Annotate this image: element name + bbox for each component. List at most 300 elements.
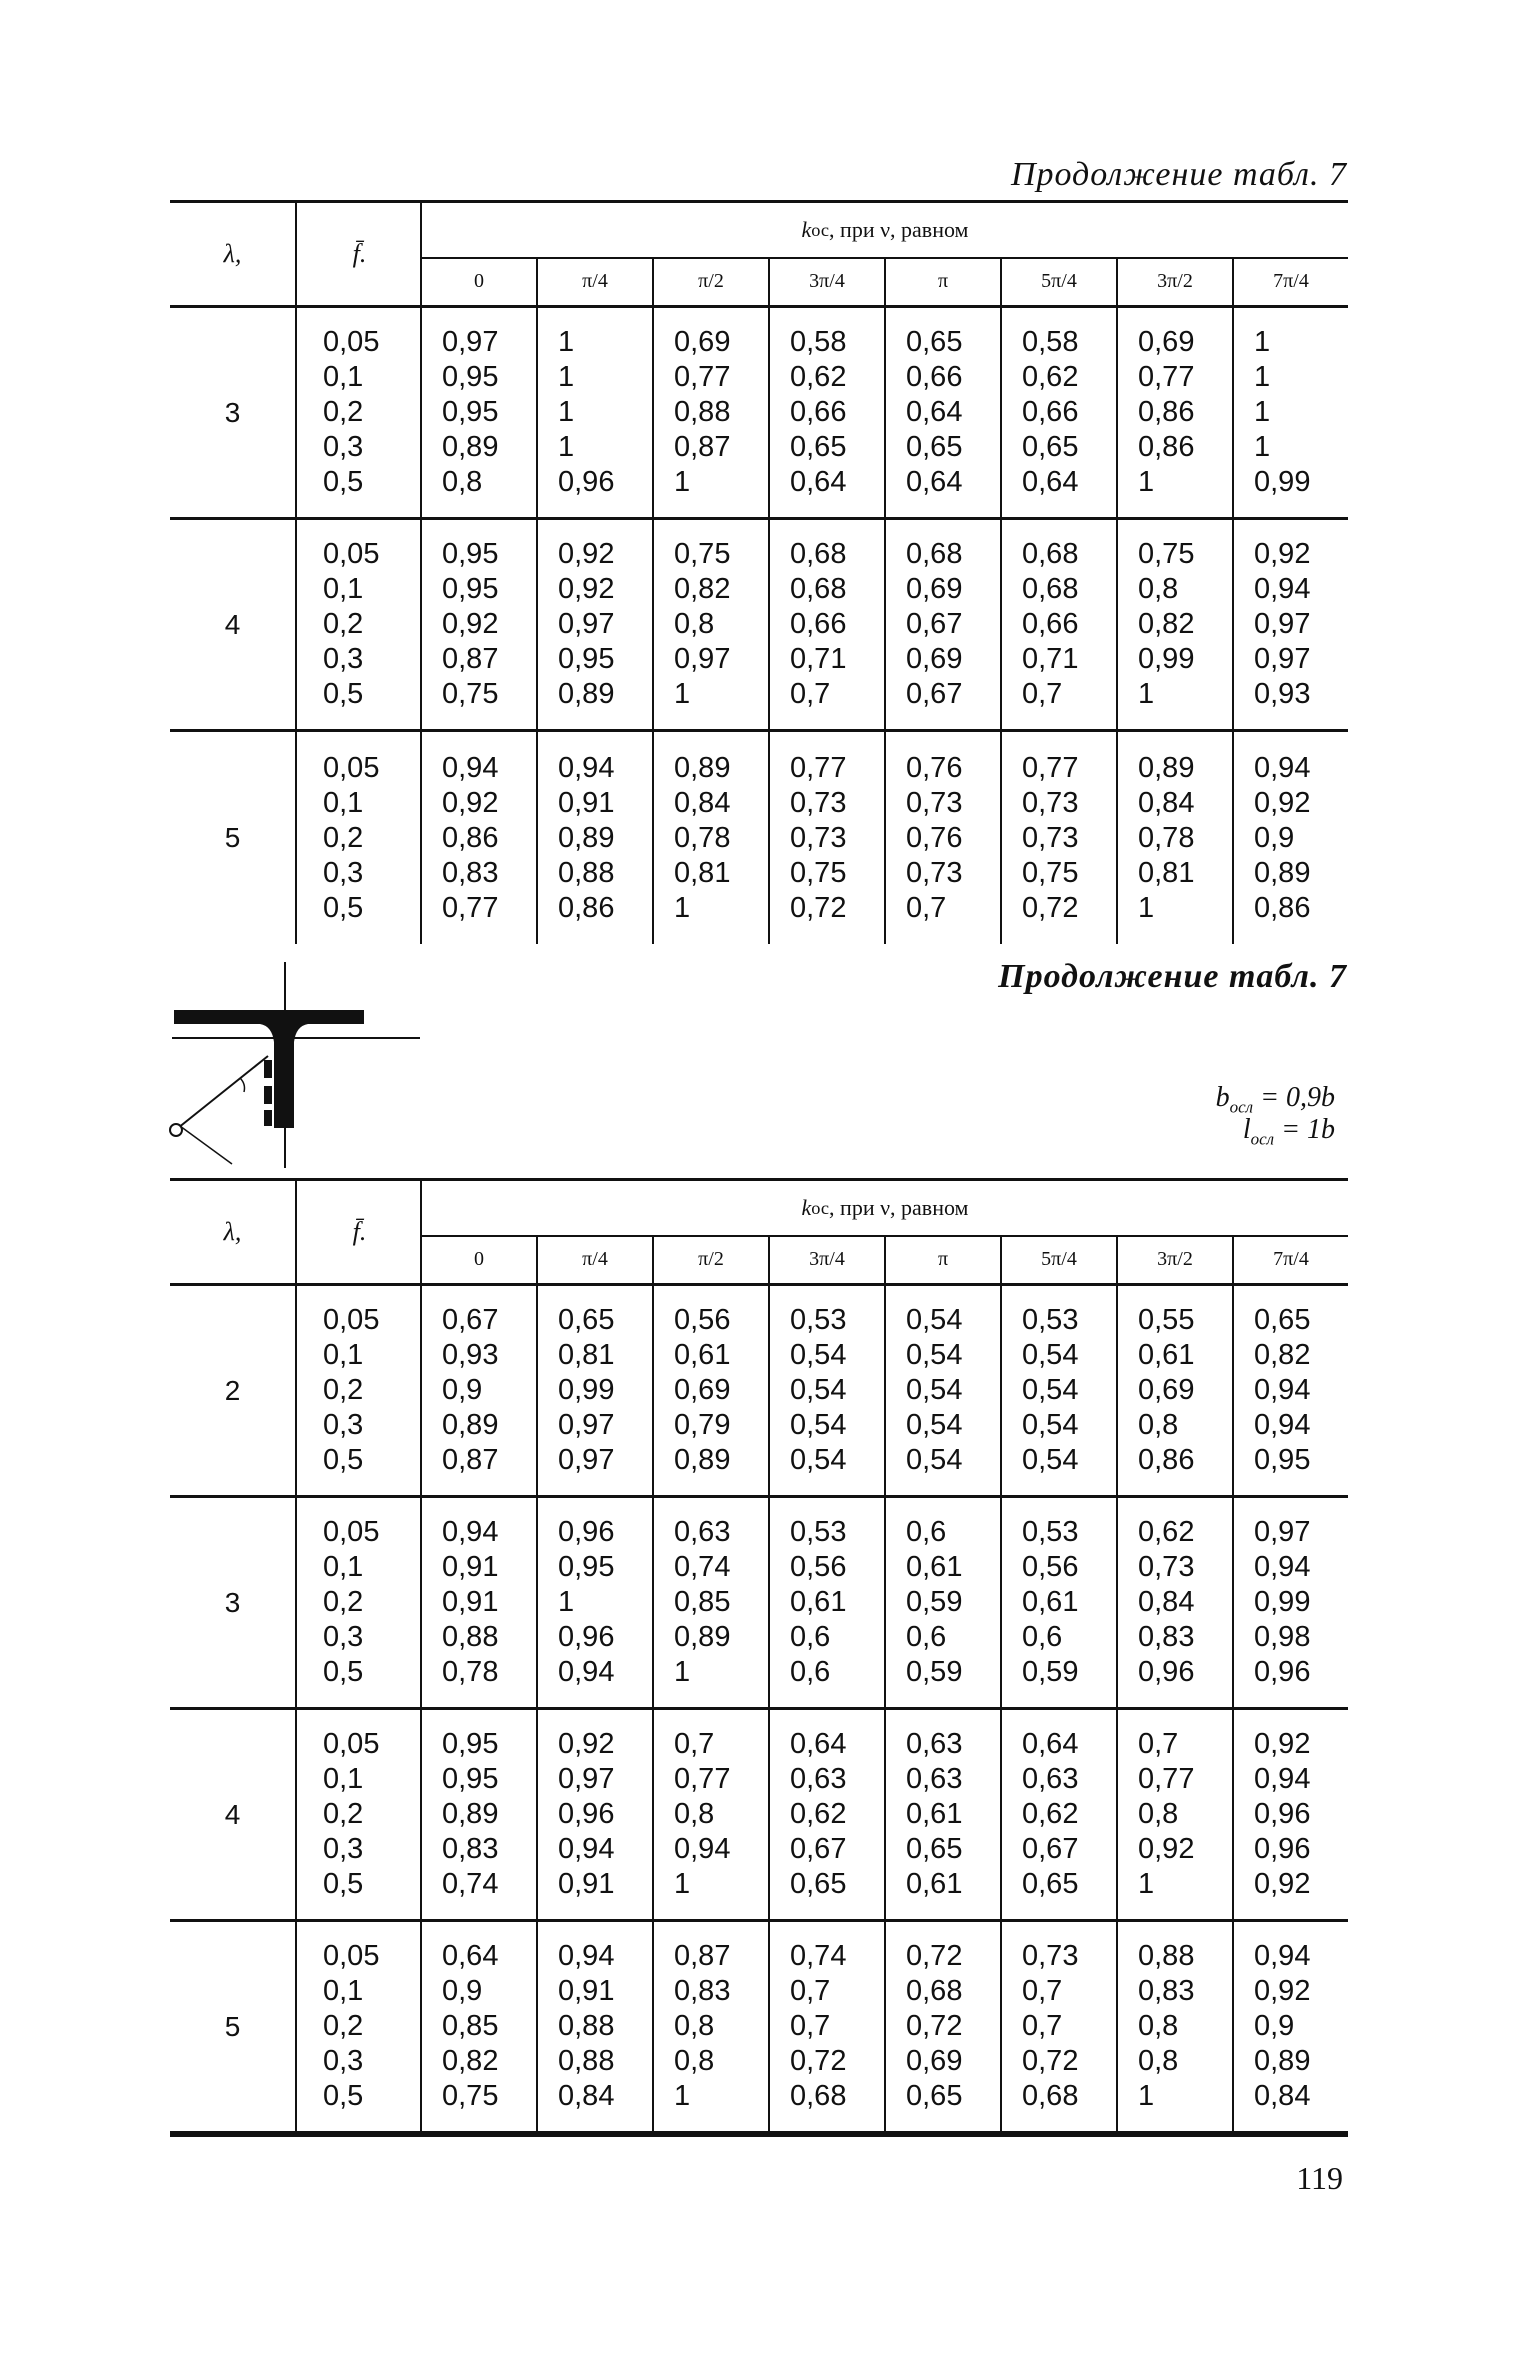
table-caption-continued-2: Продолжение табл. 7 [998,958,1347,995]
k-cell: 1 [674,891,691,924]
header-angle-col: 7π/4 [1232,257,1348,305]
k-cell: 1 [1254,431,1271,463]
k-column [420,1922,536,2131]
k-cell: 0,65 [906,1833,963,1865]
table-header [170,200,1348,308]
weakened-section-diagram [160,960,440,1170]
k-cell: 0,95 [442,538,499,570]
data-table-1 [170,200,1348,944]
formula-l-sub: осл [1250,1129,1275,1149]
k-cell: 0,68 [1022,2080,1079,2112]
k-cell: 0,89 [674,1444,731,1476]
k-cell: 0,9 [1254,821,1295,854]
k-cell: 0,91 [558,786,615,819]
lambda-block [170,1286,1348,1498]
k-cell: 0,94 [1254,1940,1311,1972]
k-cell: 0,68 [790,2080,847,2112]
k-column [1000,308,1116,517]
f-cell: 0,1 [323,573,364,605]
k-cell: 0,94 [1254,1551,1311,1583]
k-column [652,1498,768,1707]
k-cell: 0,7 [1138,1728,1179,1760]
k-cell: 0,83 [1138,1621,1195,1653]
k-cell: 0,92 [1254,1975,1311,2007]
bolt-hole-left-3 [264,1110,272,1126]
k-cell: 0,84 [1254,2080,1311,2112]
k-cell: 0,7 [1022,1975,1063,2007]
k-cell: 0,97 [1254,1516,1311,1548]
k-column [536,1922,652,2131]
k-cell: 0,73 [790,786,847,819]
k-cell: 0,96 [558,466,615,498]
lambda-value: 2 [224,1374,241,1406]
k-cell: 0,8 [674,1798,715,1830]
k-cell: 0,89 [1254,2045,1311,2077]
k-cell: 0,65 [558,1304,615,1336]
k-column [420,308,536,517]
k-cell: 0,73 [906,786,963,819]
k-cell: 0,61 [674,1339,731,1371]
k-cell: 0,64 [1022,1728,1079,1760]
table-header [170,1178,1348,1286]
k-cell: 0,75 [1022,856,1079,889]
f-cell: 0,1 [323,1339,364,1371]
k-cell: 0,92 [1254,1728,1311,1760]
k-cell: 0,92 [1138,1833,1195,1865]
k-cell: 0,63 [906,1763,963,1795]
lambda-value: 5 [224,822,241,853]
k-cell: 0,66 [906,361,963,393]
k-cell: 0,92 [558,538,615,570]
lambda-block [170,1710,1348,1922]
k-cell: 0,54 [790,1444,847,1476]
k-cell: 0,89 [1254,856,1311,889]
k-cell: 0,8 [1138,573,1179,605]
f-cell: 0,3 [323,1409,364,1441]
k-cell: 0,8 [674,2045,715,2077]
k-cell: 0,95 [442,573,499,605]
k-cell: 0,83 [1138,1975,1195,2007]
header-lambda: λ, [223,239,242,268]
k-column [884,1710,1000,1919]
k-cell: 0,89 [442,431,499,463]
formula-l-rhs: = 1b [1281,1114,1335,1145]
k-cell: 0,87 [674,431,731,463]
k-cell: 0,86 [442,821,499,854]
k-cell: 0,54 [906,1444,963,1476]
k-cell: 0,81 [1138,856,1195,889]
k-cell: 0,61 [906,1798,963,1830]
lambda-block [170,308,1348,520]
k-cell: 0,69 [1138,326,1195,358]
k-cell: 0,95 [442,361,499,393]
k-cell: 0,67 [906,608,963,640]
k-cell: 0,54 [1022,1444,1079,1476]
f-cell: 0,2 [323,821,364,854]
k-cell: 0,84 [1138,1586,1195,1618]
k-cell: 0,73 [1022,1940,1079,1972]
k-cell: 0,9 [1254,2010,1295,2042]
k-cell: 0,94 [674,1833,731,1865]
k-cell: 0,71 [790,643,847,675]
data-table-2 [170,1178,1348,2137]
f-column [295,520,420,729]
k-cell: 0,54 [1022,1374,1079,1406]
k-cell: 0,84 [674,786,731,819]
k-column [768,1286,884,1495]
k-cell: 0,53 [1022,1304,1079,1336]
k-cell: 0,72 [906,1940,963,1972]
formula-b-weakened [1216,1082,1335,1118]
k-cell: 0,92 [442,786,499,819]
header-angle-col: 5π/4 [1000,1235,1116,1283]
k-column [1116,1286,1232,1495]
header-k-symbol: k [801,1195,812,1220]
k-cell: 0,62 [1138,1516,1195,1548]
k-cell: 0,56 [790,1551,847,1583]
k-cell: 0,89 [558,821,615,854]
k-cell: 1 [674,678,691,710]
k-column [884,732,1000,944]
angle-arc [240,1078,245,1092]
header-f: f̄. [295,1181,422,1283]
k-cell: 0,54 [790,1374,847,1406]
k-column [1000,1498,1116,1707]
k-cell: 0,92 [558,573,615,605]
bolt-hole-left-1 [264,1060,272,1078]
k-column [652,520,768,729]
k-cell: 0,64 [1022,466,1079,498]
k-cell: 0,54 [906,1409,963,1441]
k-cell: 0,85 [674,1586,731,1618]
k-cell: 0,65 [1022,431,1079,463]
k-cell: 0,87 [442,643,499,675]
k-cell: 0,63 [674,1516,731,1548]
k-cell: 0,68 [1022,573,1079,605]
lambda-value: 4 [224,608,241,640]
k-cell: 0,93 [442,1339,499,1371]
k-cell: 0,94 [1254,1763,1311,1795]
k-cell: 1 [674,466,691,498]
k-cell: 0,77 [1138,1763,1195,1795]
k-cell: 0,91 [442,1551,499,1583]
header-angle-col: 0 [474,1247,484,1270]
k-cell: 0,95 [558,643,615,675]
k-cell: 0,64 [442,1940,499,1972]
k-cell: 0,69 [674,326,731,358]
k-cell: 0,75 [790,856,847,889]
k-cell: 0,77 [790,751,847,784]
k-cell: 0,69 [906,573,963,605]
k-cell: 0,8 [674,2010,715,2042]
f-column [295,732,420,944]
k-cell: 0,56 [674,1304,731,1336]
k-cell: 0,75 [1138,538,1195,570]
k-cell: 0,97 [558,1409,615,1441]
k-cell: 0,59 [906,1586,963,1618]
k-cell: 0,6 [790,1656,831,1688]
k-cell: 0,91 [558,1868,615,1900]
k-cell: 0,94 [1254,751,1311,784]
header-k-caption [422,1181,1348,1237]
k-cell: 0,95 [558,1551,615,1583]
k-cell: 0,97 [558,1763,615,1795]
k-cell: 0,8 [1138,2010,1179,2042]
lambda-value: 4 [224,1798,241,1830]
k-cell: 0,94 [1254,1374,1311,1406]
k-cell: 0,66 [1022,396,1079,428]
k-column [536,1498,652,1707]
k-column [420,732,536,944]
k-cell: 0,54 [906,1304,963,1336]
formula-b-var: b [1215,1082,1230,1113]
k-cell: 0,83 [442,856,499,889]
header-angle-col: 5π/4 [1000,257,1116,305]
f-cell: 0,1 [323,1763,364,1795]
k-cell: 0,96 [1254,1656,1311,1688]
k-column [884,1922,1000,2131]
k-cell: 0,88 [558,2045,615,2077]
k-cell: 0,78 [674,821,731,854]
k-column [1232,520,1348,729]
k-cell: 0,65 [790,431,847,463]
k-cell: 0,8 [442,466,483,498]
k-cell: 0,84 [558,2080,615,2112]
k-cell: 0,69 [906,643,963,675]
k-cell: 1 [558,326,575,358]
k-cell: 0,67 [442,1304,499,1336]
k-cell: 0,58 [790,326,847,358]
k-cell: 0,97 [558,1444,615,1476]
k-cell: 0,97 [442,326,499,358]
k-cell: 0,88 [442,1621,499,1653]
k-column [1000,732,1116,944]
k-cell: 0,53 [1022,1516,1079,1548]
k-cell: 0,73 [1022,821,1079,854]
k-cell: 0,8 [1138,2045,1179,2077]
k-cell: 0,85 [442,2010,499,2042]
formula-l-var: l [1242,1114,1251,1145]
k-cell: 0,86 [1138,396,1195,428]
k-cell: 0,97 [558,608,615,640]
f-cell: 0,3 [323,1833,364,1865]
k-cell: 0,7 [1022,678,1063,710]
k-cell: 0,53 [790,1304,847,1336]
k-cell: 0,61 [906,1868,963,1900]
k-cell: 0,75 [442,2080,499,2112]
k-cell: 0,6 [906,1621,947,1653]
k-cell: 0,99 [558,1374,615,1406]
k-cell: 0,7 [790,678,831,710]
k-cell: 0,82 [674,573,731,605]
header-angle-col: 0 [474,269,484,292]
k-cell: 1 [1138,2080,1155,2112]
k-cell: 1 [558,361,575,393]
k-cell: 0,74 [790,1940,847,1972]
k-cell: 0,94 [442,1516,499,1548]
table-bottom-rule [170,2134,1348,2137]
f-cell: 0,5 [323,891,364,924]
k-cell: 0,92 [1254,786,1311,819]
k-column [652,1710,768,1919]
f-cell: 0,2 [323,1798,364,1830]
k-cell: 0,88 [1138,1940,1195,1972]
k-cell: 0,68 [1022,538,1079,570]
k-cell: 0,7 [906,891,947,924]
k-cell: 0,8 [1138,1409,1179,1441]
k-cell: 0,7 [790,1975,831,2007]
k-cell: 0,7 [674,1728,715,1760]
k-cell: 0,61 [1138,1339,1195,1371]
k-cell: 0,7 [790,2010,831,2042]
k-cell: 0,6 [1022,1621,1063,1653]
f-cell: 0,1 [323,1551,364,1583]
k-column [1116,1498,1232,1707]
f-cell: 0,05 [323,1304,380,1336]
k-cell: 0,99 [1138,643,1195,675]
k-cell: 0,54 [1022,1409,1079,1441]
k-cell: 0,77 [442,891,499,924]
f-cell: 0,05 [323,1516,380,1548]
lambda-block [170,732,1348,944]
k-cell: 0,54 [906,1374,963,1406]
lambda-value: 3 [224,396,241,428]
k-cell: 0,94 [442,751,499,784]
k-cell: 0,81 [558,1339,615,1371]
f-column [295,1922,420,2131]
k-cell: 0,69 [674,1374,731,1406]
k-cell: 0,95 [442,1728,499,1760]
k-column [1000,1710,1116,1919]
k-cell: 0,81 [674,856,731,889]
lambda-block [170,520,1348,732]
k-column [1116,308,1232,517]
k-cell: 0,54 [906,1339,963,1371]
f-cell: 0,1 [323,786,364,819]
k-column [1000,1286,1116,1495]
k-cell: 0,75 [442,678,499,710]
k-cell: 0,76 [906,751,963,784]
k-cell: 0,72 [790,891,847,924]
k-column [420,1286,536,1495]
k-cell: 0,88 [558,2010,615,2042]
k-cell: 1 [1138,678,1155,710]
k-cell: 0,94 [558,751,615,784]
k-column [1000,520,1116,729]
k-cell: 0,76 [906,821,963,854]
k-cell: 0,96 [558,1621,615,1653]
header-angle-col: π/2 [652,257,768,305]
f-column [295,1286,420,1495]
header-f: f̄. [295,203,422,305]
formula-l-weakened [1243,1114,1335,1150]
f-cell: 0,3 [323,431,364,463]
k-column [536,520,652,729]
k-cell: 0,61 [906,1551,963,1583]
k-column [1116,520,1232,729]
f-cell: 0,2 [323,396,364,428]
k-cell: 0,8 [1138,1798,1179,1830]
k-cell: 0,69 [906,2045,963,2077]
k-cell: 0,78 [442,1656,499,1688]
k-cell: 0,54 [790,1339,847,1371]
k-column [1116,1922,1232,2131]
k-column [768,1710,884,1919]
f-column [295,1498,420,1707]
k-cell: 0,68 [790,538,847,570]
header-k-group [420,1181,1348,1283]
k-cell: 0,94 [1254,573,1311,605]
k-cell: 0,65 [790,1868,847,1900]
f-column [295,1710,420,1919]
header-k-rest: , при ν, равном [829,1195,969,1220]
k-column [1232,308,1348,517]
f-cell: 0,2 [323,2010,364,2042]
k-cell: 0,96 [1254,1798,1311,1830]
k-cell: 0,72 [1022,891,1079,924]
header-k-group [420,203,1348,305]
formula-b-sub: осл [1229,1097,1254,1117]
k-column [652,308,768,517]
k-cell: 0,73 [906,856,963,889]
header-angle-col: π/4 [536,1235,652,1283]
k-column [768,308,884,517]
f-cell: 0,5 [323,1444,364,1476]
k-cell: 0,71 [1022,643,1079,675]
f-cell: 0,3 [323,643,364,675]
k-column [652,732,768,944]
k-cell: 0,98 [1254,1621,1311,1653]
k-column [1232,1286,1348,1495]
k-cell: 1 [1138,1868,1155,1900]
k-cell: 0,82 [1138,608,1195,640]
lambda-block [170,1922,1348,2134]
k-cell: 0,64 [790,1728,847,1760]
k-cell: 0,55 [1138,1304,1195,1336]
page-number: 119 [1296,2160,1343,2196]
k-cell: 0,62 [1022,1798,1079,1830]
k-cell: 0,77 [674,1763,731,1795]
k-cell: 0,67 [790,1833,847,1865]
k-cell: 1 [1254,361,1271,393]
f-cell: 0,05 [323,326,380,358]
f-cell: 0,05 [323,1940,380,1972]
k-cell: 0,64 [790,466,847,498]
k-cell: 0,95 [442,1763,499,1795]
k-cell: 0,66 [790,396,847,428]
k-cell: 0,7 [1022,2010,1063,2042]
k-column [1116,732,1232,944]
f-cell: 0,1 [323,361,364,393]
header-k-sub: ос [811,1197,830,1218]
k-cell: 0,84 [1138,786,1195,819]
k-cell: 0,69 [1138,1374,1195,1406]
k-column [536,308,652,517]
k-cell: 1 [558,396,575,428]
k-column [536,732,652,944]
k-column [768,1498,884,1707]
header-angle-col: π/2 [652,1235,768,1283]
header-k-sub: ос [811,219,830,240]
k-cell: 0,89 [674,751,731,784]
f-cell: 0,3 [323,2045,364,2077]
k-cell: 0,64 [906,396,963,428]
k-cell: 0,93 [1254,678,1311,710]
f-cell: 0,05 [323,538,380,570]
k-cell: 0,64 [906,466,963,498]
k-cell: 0,6 [906,1516,947,1548]
k-cell: 0,67 [1022,1833,1079,1865]
